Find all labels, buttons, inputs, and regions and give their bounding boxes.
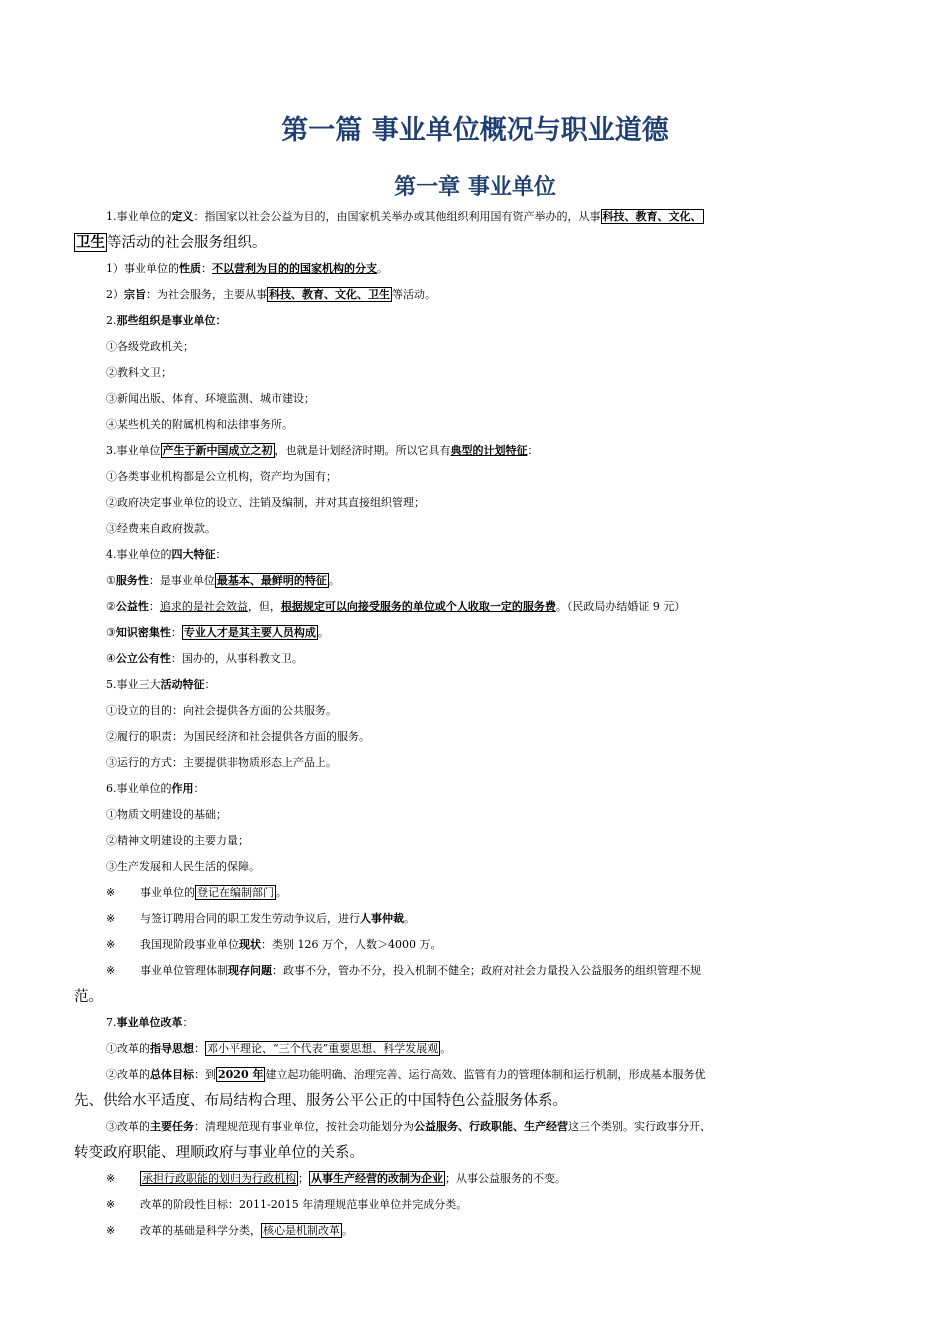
note-mark: ※ bbox=[106, 886, 116, 899]
list-item: ②公益性：追求的是社会效益，但，根据规定可以向接受服务的单位或个人收取一定的服务费。（民政局办结婚证 9 元） bbox=[106, 600, 686, 613]
list-item: ①设立的目的：向社会提供各方面的公共服务。 bbox=[106, 704, 337, 717]
note-mark: ※ bbox=[106, 1198, 116, 1211]
note-line: ※ 与签订聘用合同的职工发生劳动争议后，进行人事仲裁。 bbox=[106, 906, 936, 932]
note-mark: ※ bbox=[106, 938, 116, 951]
list-item: ③新闻出版、体育、环境监测、城市建设； bbox=[106, 392, 315, 405]
note-mark: ※ bbox=[106, 1224, 116, 1237]
chapter-title: 第一章 事业单位 bbox=[394, 175, 556, 200]
list-item: ①各类事业机构都是公立机构，资产均为国有； bbox=[106, 470, 337, 483]
list-item: ②精神文明建设的主要力量； bbox=[106, 834, 249, 847]
note-mark: ※ bbox=[106, 964, 116, 977]
list-item: ④某些机关的附属机构和法律事务所。 bbox=[106, 418, 293, 431]
note-line: ※ 事业单位管理体制现存问题：政事不分，管办不分，投入机制不健全；政府对社会力量投入公益服务的组织管理不规 bbox=[106, 958, 936, 984]
note-line: ※ 承担行政职能的划归为行政机构 ； 从事生产经营的改制为企业 ；从事公益服务的不变。 bbox=[106, 1166, 936, 1192]
paragraph-line: 先、供给水平适度、布局结构合理、服务公平公正的中国特色公益服务体系。 bbox=[74, 1093, 567, 1109]
note-line: ※ 我国现阶段事业单位现状：类别 126 万个，人数＞4000 万。 bbox=[106, 932, 936, 958]
list-item: ②政府决定事业单位的设立、注销及编制，并对其直接组织管理； bbox=[106, 496, 425, 509]
paragraph-line: 4.事业单位的四大特征： bbox=[106, 548, 227, 561]
note-mark: ※ bbox=[106, 912, 116, 925]
paragraph-line: 转变政府职能、理顺政府与事业单位的关系。 bbox=[74, 1145, 364, 1161]
paragraph-line: 卫生 等活动的社会服务组织。 bbox=[76, 234, 267, 251]
list-item: ③经费来自政府拨款。 bbox=[106, 522, 216, 535]
note-line: ※ 改革的基础是科学分类， 核心是机制改革 。 bbox=[106, 1218, 936, 1244]
list-item: ④公立公有性：国办的，从事科教文卫。 bbox=[106, 652, 303, 665]
paragraph-line: 2）宗旨：为社会服务，主要从事 科技、教育、文化、卫生 等活动。 bbox=[106, 288, 436, 301]
paragraph-line: 6.事业单位的作用： bbox=[106, 782, 205, 795]
note-mark: ※ bbox=[106, 1172, 116, 1185]
list-item: ②改革的总体目标：到 2020 年 建立起功能明确、治理完善、运行高效、监管有力的管理体制和运行机制，形成基本服务优 bbox=[106, 1068, 706, 1081]
note-line: ※ 事业单位的 登记在编制部门 。 bbox=[106, 880, 936, 906]
list-item: ①各级党政机关； bbox=[106, 340, 194, 353]
list-item: ③生产发展和人民生活的保障。 bbox=[106, 860, 260, 873]
paragraph-line: 2.那些组织是事业单位： bbox=[106, 314, 227, 327]
list-item: ②教科文卫； bbox=[106, 366, 172, 379]
list-item: ③改革的主要任务：清理规范现有事业单位，按社会功能划分为公益服务、行政职能、生产经营这三个类别。实行政事分开、 bbox=[106, 1120, 711, 1133]
paragraph-line: 1.事业单位的定义：指国家以社会公益为目的，由国家机关举办或其他组织利用国有资产举办的，从事 科技、教育、文化、 bbox=[106, 210, 702, 223]
paragraph-line: 3.事业单位 产生于新中国成立之初 ，也就是计划经济时期。所以它具有典型的计划特征： bbox=[106, 444, 539, 457]
list-item: ③知识密集性： 专业人才是其主要人员构成 。 bbox=[106, 626, 329, 639]
paragraph-line: 范。 bbox=[74, 989, 103, 1005]
paragraph-line: 1）事业单位的性质：不以营利为目的的国家机构的分支。 bbox=[106, 262, 388, 275]
part-title: 第一篇 事业单位概况与职业道德 bbox=[281, 115, 669, 146]
paragraph-line: 5.事业三大活动特征： bbox=[106, 678, 216, 691]
list-item: ②履行的职责：为国民经济和社会提供各方面的服务。 bbox=[106, 730, 370, 743]
list-item: ①服务性：是事业单位 最基本、最鲜明的特征 。 bbox=[106, 574, 340, 587]
list-item: ①改革的指导思想： 邓小平理论、“三个代表”重要思想、科学发展观 。 bbox=[106, 1042, 452, 1055]
paragraph-line: 7.事业单位改革： bbox=[106, 1016, 194, 1029]
list-item: ③运行的方式：主要提供非物质形态上产品上。 bbox=[106, 756, 337, 769]
list-item: ①物质文明建设的基础； bbox=[106, 808, 227, 821]
note-line: ※ 改革的阶段性目标：2011-2015 年清理规范事业单位并完成分类。 bbox=[106, 1192, 936, 1218]
